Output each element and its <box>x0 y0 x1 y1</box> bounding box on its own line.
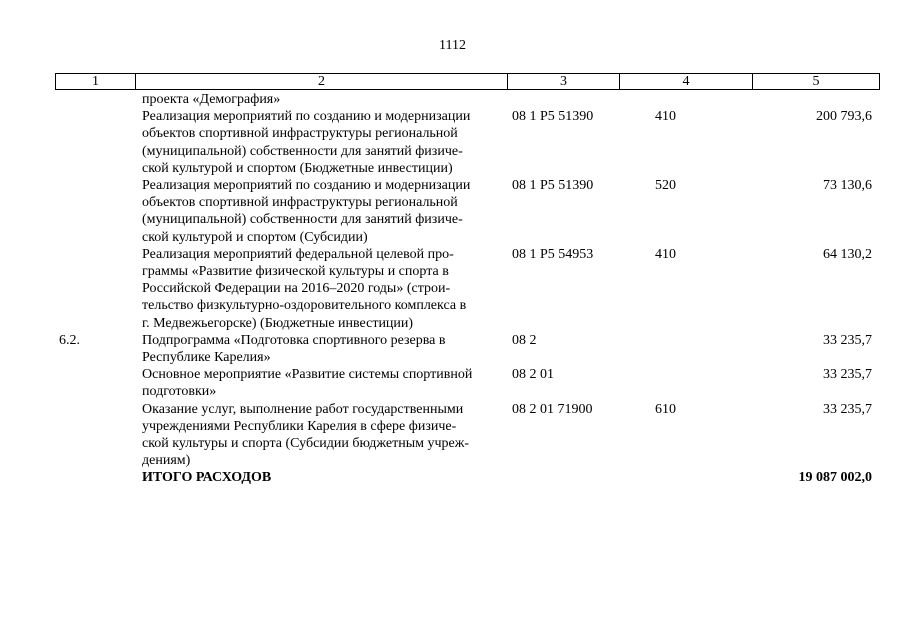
table-row <box>55 91 880 108</box>
row-name-line: дениям) <box>142 453 191 469</box>
row-name-line: Реализация мероприятий по созданию и модернизации <box>142 178 471 194</box>
row-code: 08 2 <box>512 332 537 348</box>
row-name-line: ской культурой и спортом (Бюджетные инвестиции) <box>142 160 453 176</box>
row-code: 08 2 01 <box>512 367 554 383</box>
total-row <box>55 469 880 486</box>
row-expense-type: 610 <box>655 401 676 417</box>
row-amount: 200 793,6 <box>816 109 872 125</box>
row-expense-type: 410 <box>655 246 676 262</box>
row-number <box>55 91 135 108</box>
total-number <box>55 469 135 486</box>
row-amount: 33 235,7 <box>823 332 872 348</box>
table-row <box>55 401 880 470</box>
row-expense-type <box>619 366 752 400</box>
header-col-3: 3 <box>508 74 620 89</box>
row-name-line: Реализация мероприятий федеральной целевой про- <box>142 246 454 262</box>
row-name-line: объектов спортивной инфраструктуры региональной <box>142 195 458 211</box>
total-label: ИТОГО РАСХОДОВ <box>142 470 272 486</box>
row-name <box>135 246 507 332</box>
row-expense-type <box>619 332 752 366</box>
row-name-line: Реализация мероприятий по созданию и модернизации <box>142 109 471 125</box>
row-expense-type: 410 <box>655 109 676 125</box>
row-code: 08 2 01 71900 <box>512 401 593 417</box>
row-amount: 64 130,2 <box>823 246 872 262</box>
row-amount: 33 235,7 <box>823 367 872 383</box>
row-name-line: тельство физкультурно-оздоровительного комплекса в <box>142 298 467 314</box>
row-name-line: (муниципальной) собственности для занятий физиче- <box>142 212 463 228</box>
table-row <box>55 246 880 332</box>
row-name-line: Российской Федерации на 2016–2020 годы» (строи- <box>142 281 451 297</box>
total-type <box>619 469 752 486</box>
row-number: 6.2. <box>59 332 80 348</box>
row-number <box>55 366 135 400</box>
page-number: 1112 <box>439 38 466 53</box>
row-name-line: Республике Карелия» <box>142 350 271 366</box>
row-expense-type <box>619 91 752 108</box>
row-name <box>135 177 507 246</box>
row-name <box>135 366 507 400</box>
row-code: 08 1 P5 51390 <box>512 109 594 125</box>
row-name-line: граммы «Развитие физической культуры и спорта в <box>142 264 449 280</box>
row-amount: 73 130,6 <box>823 178 872 194</box>
total-code <box>507 469 619 486</box>
row-code <box>507 91 619 108</box>
row-name <box>135 332 507 366</box>
table-row <box>55 108 880 177</box>
row-amount: 33 235,7 <box>823 401 872 417</box>
total-amount: 19 087 002,0 <box>798 470 872 486</box>
row-expense-type: 520 <box>655 178 676 194</box>
header-col-4: 4 <box>620 74 753 89</box>
table-row <box>55 177 880 246</box>
row-name-line: г. Медвежьегорске) (Бюджетные инвестиции) <box>142 315 414 331</box>
row-name-line: ской культурой и спортом (Субсидии) <box>142 229 368 245</box>
row-name-line: (муниципальной) собственности для занятий физиче- <box>142 143 463 159</box>
row-amount <box>752 91 878 108</box>
table-row <box>55 366 880 400</box>
row-name-line: проекта «Демография» <box>142 92 281 107</box>
header-col-5: 5 <box>812 74 820 89</box>
row-code: 08 1 P5 51390 <box>512 178 594 194</box>
row-number <box>55 108 135 177</box>
row-name-line: Основное мероприятие «Развитие системы спортивной <box>142 367 473 383</box>
row-name-line: Подпрограмма «Подготовка спортивного резерва в <box>142 332 446 348</box>
row-number <box>55 177 135 246</box>
table-header <box>55 73 880 90</box>
row-name <box>135 91 507 108</box>
row-name-line: объектов спортивной инфраструктуры региональной <box>142 126 458 142</box>
row-name-line: подготовки» <box>142 384 217 400</box>
table-row <box>55 332 880 366</box>
row-name <box>135 108 507 177</box>
row-name <box>135 401 507 470</box>
row-name-line: Оказание услуг, выполнение работ государственными <box>142 401 464 417</box>
row-name-line: ской культуры и спорта (Субсидии бюджетным учреж- <box>142 436 470 452</box>
row-number <box>55 246 135 332</box>
row-number <box>55 401 135 470</box>
row-code: 08 1 P5 54953 <box>512 246 594 262</box>
table-body <box>55 91 880 487</box>
header-col-1: 1 <box>56 74 136 89</box>
header-col-2: 2 <box>136 74 508 89</box>
row-name-line: учреждениями Республики Карелия в сфере физиче- <box>142 418 457 434</box>
